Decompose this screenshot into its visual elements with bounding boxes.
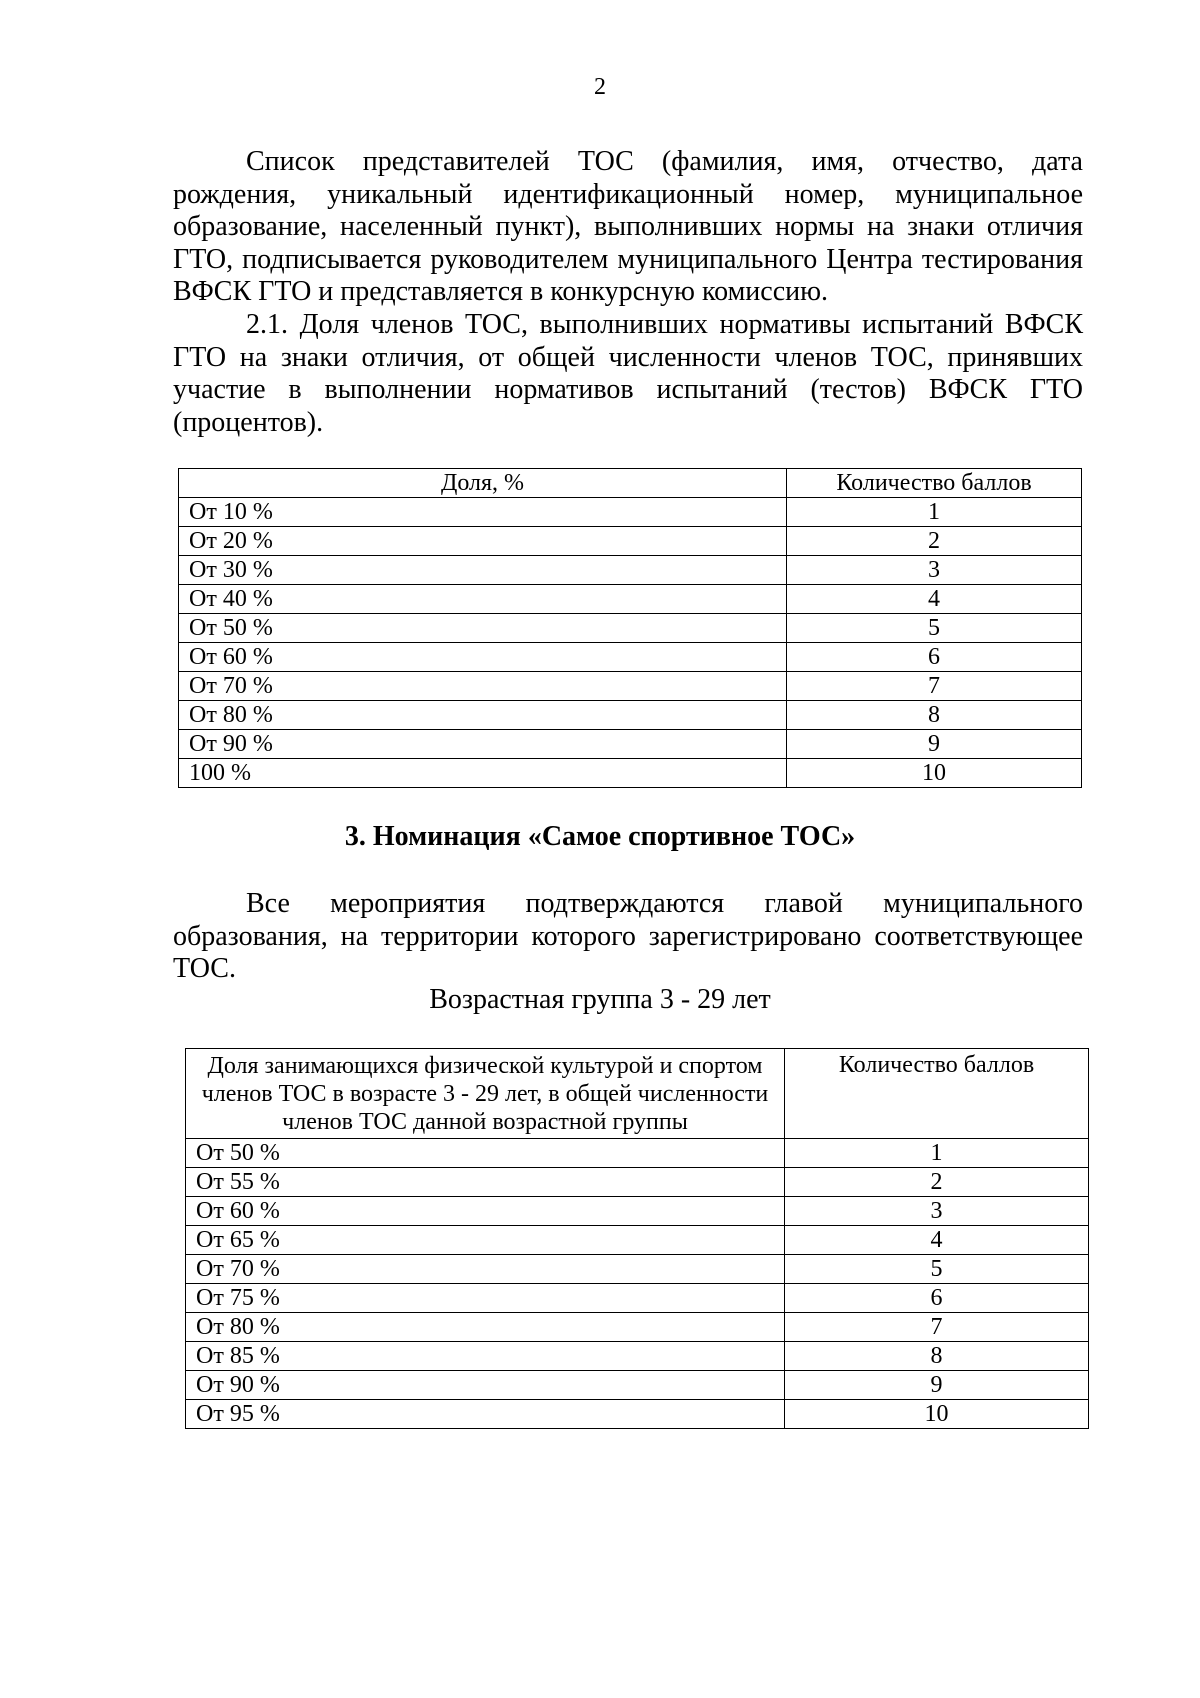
table-row — [179, 643, 1082, 672]
share-cell: От 20 % — [179, 527, 787, 556]
share-cell: От 80 % — [186, 1313, 785, 1342]
age-group-title: Возрастная группа 3 - 29 лет — [429, 984, 771, 1015]
points-cell: 9 — [785, 1371, 1089, 1400]
points-cell: 6 — [785, 1284, 1089, 1313]
share-cell: От 75 % — [186, 1284, 785, 1313]
points-cell: 4 — [785, 1226, 1089, 1255]
table-row — [186, 1197, 1089, 1226]
points-cell: 8 — [787, 701, 1082, 730]
share-cell: От 10 % — [179, 498, 787, 527]
table-row — [186, 1313, 1089, 1342]
points-cell: 8 — [785, 1342, 1089, 1371]
points-cell: 10 — [787, 759, 1082, 788]
table-header-row — [186, 1049, 1089, 1139]
share-cell: От 50 % — [186, 1139, 785, 1168]
paragraph-representatives-list: Список представителей ТОС (фамилия, имя, отчество, дата рождения, уникальный идентификационный номер, муниципальное образование, населенный пункт), выполнивших нормы на знаки отличия ГТО, подписывается руководителем муниципального Центра тестирования ВФСК ГТО и представляется в конкурсную комиссию. — [173, 146, 1083, 308]
points-cell: 2 — [787, 527, 1082, 556]
score-table-sport-share — [185, 1048, 1089, 1429]
paragraph-criterion-2-1: 2.1. Доля членов ТОС, выполнивших нормативы испытаний ВФСК ГТО на знаки отличия, от общей численности членов ТОС, принявших участие в выполнении нормативов испытаний (тестов) ВФСК ГТО (процентов). — [173, 309, 1083, 438]
share-cell: От 65 % — [186, 1226, 785, 1255]
share-cell: От 30 % — [179, 556, 787, 585]
share-cell: От 70 % — [186, 1255, 785, 1284]
share-cell: От 80 % — [179, 701, 787, 730]
table-row — [186, 1139, 1089, 1168]
share-cell: От 60 % — [186, 1197, 785, 1226]
table-row — [186, 1168, 1089, 1197]
table-row — [179, 527, 1082, 556]
points-cell: 9 — [787, 730, 1082, 759]
score-table-gto-share — [178, 468, 1082, 788]
points-cell: 4 — [787, 585, 1082, 614]
share-cell: От 40 % — [179, 585, 787, 614]
table-row — [179, 730, 1082, 759]
section-heading: 3. Номинация «Самое спортивное ТОС» — [344, 821, 856, 852]
page-number: 2 — [594, 74, 606, 100]
points-cell: 5 — [787, 614, 1082, 643]
table-row — [186, 1284, 1089, 1313]
paragraph-confirmation: Все мероприятия подтверждаются главой муниципального образования, на территории которого зарегистрировано соответствующее ТОС. — [173, 888, 1083, 985]
points-cell: 1 — [787, 498, 1082, 527]
points-cell: 3 — [785, 1197, 1089, 1226]
column-header-share: Доля занимающихся физической культурой и спортом членов ТОС в возрасте 3 - 29 лет, в общей численности членов ТОС данной возрастной группы — [186, 1049, 785, 1139]
share-cell: От 90 % — [179, 730, 787, 759]
table-row — [179, 614, 1082, 643]
points-cell: 10 — [785, 1400, 1089, 1429]
table-row — [186, 1255, 1089, 1284]
points-cell: 1 — [785, 1139, 1089, 1168]
table-row — [186, 1400, 1089, 1429]
share-cell: От 50 % — [179, 614, 787, 643]
table-row — [179, 498, 1082, 527]
points-cell: 7 — [787, 672, 1082, 701]
share-cell: От 55 % — [186, 1168, 785, 1197]
points-cell: 7 — [785, 1313, 1089, 1342]
share-cell: От 85 % — [186, 1342, 785, 1371]
table-row — [179, 759, 1082, 788]
share-cell: От 60 % — [179, 643, 787, 672]
points-cell: 3 — [787, 556, 1082, 585]
table-row — [179, 556, 1082, 585]
points-cell: 6 — [787, 643, 1082, 672]
share-cell: 100 % — [179, 759, 787, 788]
column-header-points: Количество баллов — [785, 1049, 1089, 1139]
table-row — [179, 585, 1082, 614]
points-cell: 2 — [785, 1168, 1089, 1197]
table-header-row — [179, 469, 1082, 498]
table-row — [186, 1371, 1089, 1400]
share-cell: От 70 % — [179, 672, 787, 701]
table-row — [179, 701, 1082, 730]
column-header-share: Доля, % — [179, 469, 787, 498]
points-cell: 5 — [785, 1255, 1089, 1284]
table-row — [179, 672, 1082, 701]
share-cell: От 95 % — [186, 1400, 785, 1429]
table-row — [186, 1342, 1089, 1371]
table-row — [186, 1226, 1089, 1255]
column-header-points: Количество баллов — [787, 469, 1082, 498]
share-cell: От 90 % — [186, 1371, 785, 1400]
